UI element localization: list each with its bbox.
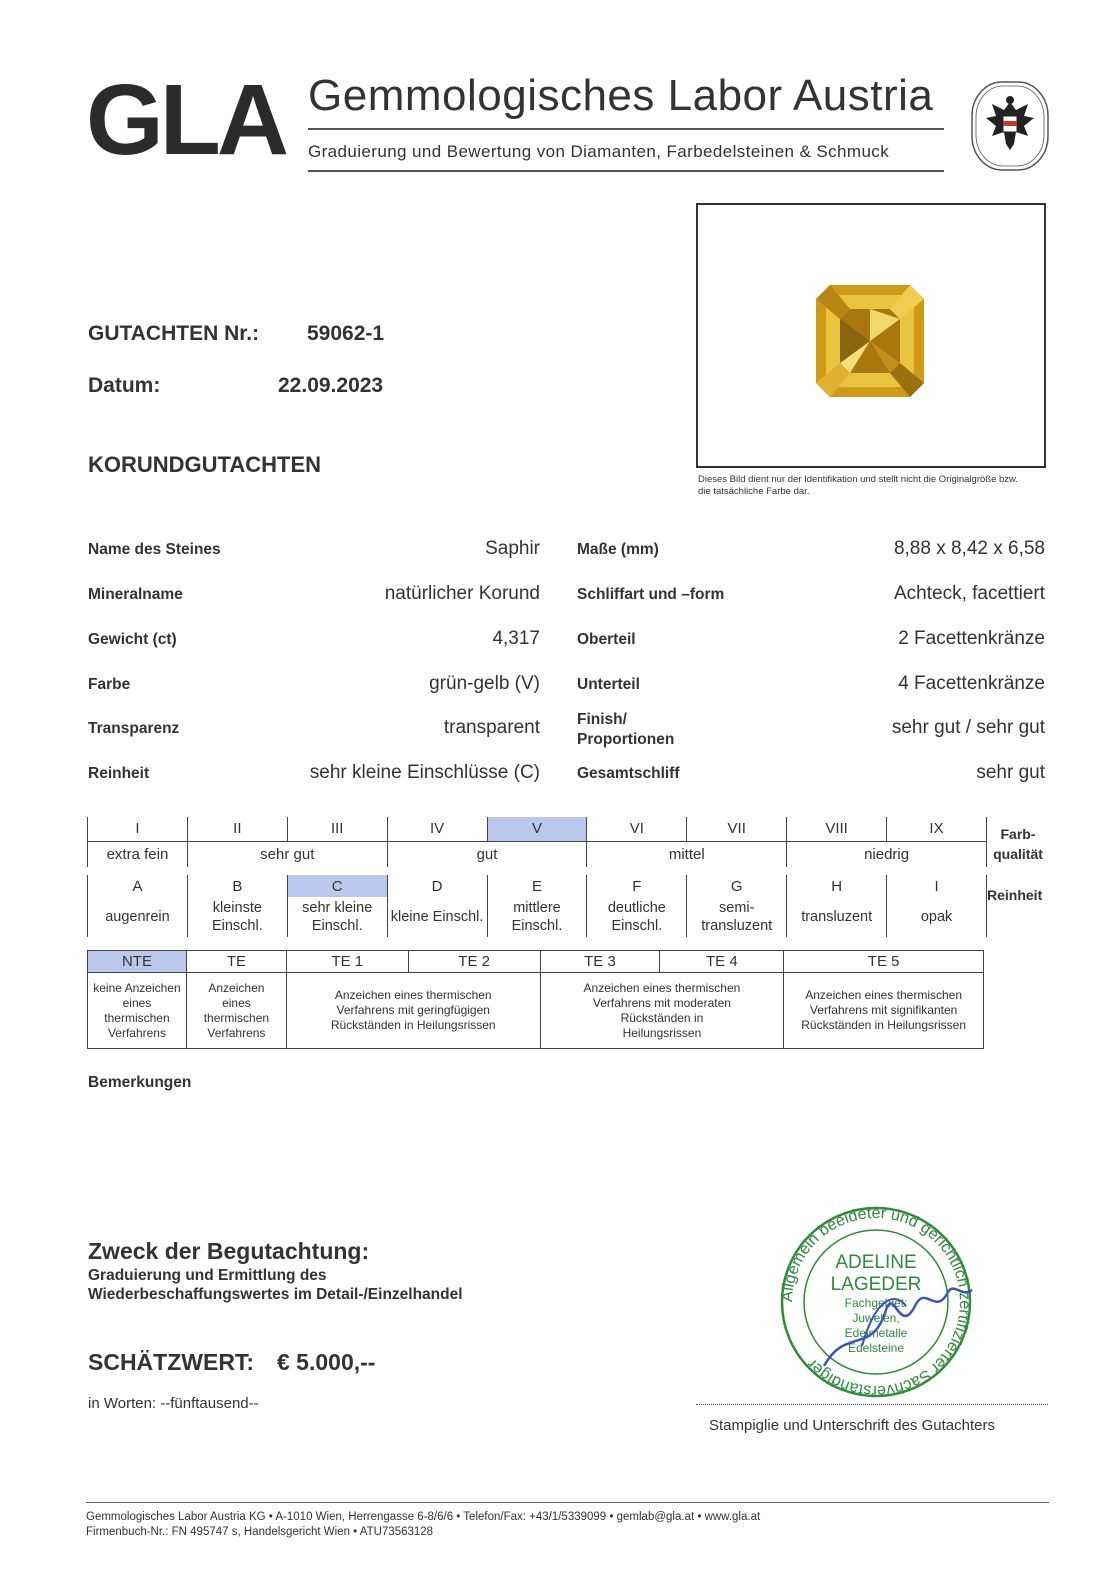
purpose-line: Wiederbeschaffungswertes im Detail-/Einzelhandel [88,1286,463,1303]
clarity-grade: E [487,875,587,897]
property-label: Gewicht (ct) [88,631,177,648]
clarity-description: augenrein [88,897,188,937]
purpose-title: Zweck der Begutachtung: [88,1238,370,1264]
clarity-description: deutliche Einschl. [587,897,687,937]
property-value: sehr gut / sehr gut [891,717,1045,738]
certificate-date: 22.09.2023 [278,374,384,397]
header-divider [308,128,944,130]
property-value: transparent [443,717,540,738]
stamp-name-last: LAGEDER [830,1274,922,1295]
property-value: 2 Facettenkränze [898,628,1045,649]
clarity-grade: I [887,875,987,897]
property-label: Unterteil [577,676,640,693]
clarity-grade: B [187,875,287,897]
clarity-grade: F [587,875,687,897]
clarity-description: sehr kleine Einschl. [287,897,387,937]
property-label: Mineralname [88,586,183,603]
treatment-description: Anzeichen eines thermischen Verfahrens mit geringfügigen Rückständen in Heilungsrissen [286,973,540,1049]
header-divider [308,170,944,172]
lab-subtitle: Graduierung und Bewertung von Diamanten, Farbedelsteinen & Schmuck [308,142,890,161]
footer [86,1510,760,1540]
color-grade: III [287,817,387,841]
clarity-grade: H [787,875,887,897]
property-value: grün-gelb (V) [429,673,540,694]
treatment-code-selected: NTE [88,951,187,973]
clarity-description: kleine Einschl. [387,897,487,937]
clarity-scale [87,875,987,937]
valuation-amount: € 5.000,-- [277,1349,376,1375]
purpose-line: Graduierung und Ermittlung des [88,1267,327,1284]
treatment-code: TE 4 [660,951,784,973]
property-value: 4 Facettenkränze [898,673,1045,694]
valuation-in-words: in Worten: --fünftausend-- [88,1395,259,1412]
property-label: Reinheit [88,765,150,782]
clarity-description: kleinste Einschl. [187,897,287,937]
lab-logo: GLA [86,64,286,176]
property-value: Achteck, facettiert [893,583,1045,604]
property-label: Name des Steines [88,541,221,558]
photo-disclaimer: Dieses Bild dient nur der Identifikation und stellt nicht die Originalgröße bzw. die tatsächliche Farbe dar. [698,474,1019,497]
property-label: Transparenz [88,720,180,737]
property-label: Maße (mm) [577,541,659,558]
color-group: gut [387,841,587,867]
color-group: mittel [587,841,787,867]
clarity-description: opak [887,897,987,937]
clarity-description: transluzent [787,897,887,937]
footer-registry: Firmenbuch-Nr.: FN 495747 s, Handelsgericht Wien • ATU73563128 [86,1526,434,1538]
treatment-description: Anzeichen eines thermischen Verfahrens mit signifikanten Rückständen in Heilungsrissen [784,973,984,1049]
austrian-eagle-seal-icon [970,80,1050,172]
clarity-side-label: Reinheit [987,887,1043,903]
color-group: niedrig [787,841,987,867]
appraiser-stamp [776,1206,976,1398]
gemstone-photo [696,203,1046,468]
treatment-code: TE 3 [540,951,660,973]
color-grade: VII [687,817,787,841]
color-grade: VIII [787,817,887,841]
stamp-field: Fachgebiet: Juwelen, Edelmetalle Edelsteine [844,1296,908,1355]
date-label: Datum: [88,374,161,397]
color-quality-side-label: Farb-qualität [993,826,1043,862]
color-grade: IX [887,817,987,841]
clarity-grade-selected: C [287,875,387,897]
treatment-code: TE 5 [784,951,984,973]
clarity-grade: A [88,875,188,897]
color-quality-scale [87,817,987,867]
remarks-label: Bemerkungen [88,1074,192,1091]
certificate-number: 59062-1 [307,322,385,345]
color-grade: I [88,817,188,841]
stamp-name-first: ADELINE [835,1252,917,1273]
treatment-description: Anzeichen eines thermischen Verfahrens [186,973,286,1049]
treatment-description: keine Anzeichen eines thermischen Verfahrens [88,973,187,1049]
property-label: Schliffart und –form [577,586,725,603]
treatment-description: Anzeichen eines thermischen Verfahrens mit moderaten Rückständen in Heilungsrissen [540,973,784,1049]
property-value: 4,317 [492,628,540,649]
color-grade-selected: V [487,817,587,841]
color-group: extra fein [88,841,188,867]
property-value: Saphir [485,538,540,559]
property-label: Farbe [88,676,131,693]
color-grade: IV [387,817,487,841]
footer-address: Gemmologisches Labor Austria KG • A-1010 Wien, Herrengasse 6-8/6/6 • Telefon/Fax: +43/1/5339099 • gemlab@gla.at • www.gla.at [86,1511,761,1523]
property-value: natürlicher Korund [384,583,540,604]
signature-line [696,1404,1048,1405]
property-label: Oberteil [577,631,636,648]
treatment-code: TE [186,951,286,973]
property-label: Finish/ Proportionen [577,711,675,748]
color-grade: VI [587,817,687,841]
property-label: Gesamtschliff [577,765,680,782]
clarity-grade: D [387,875,487,897]
stamp-ring-text: Allgemein beeideter und gerichtlich zertifizierter Sachverständiger [778,1206,974,1398]
property-value: sehr kleine Einschlüsse (C) [309,762,540,783]
footer-divider [86,1502,1049,1503]
certificate-number-label: GUTACHTEN Nr.: [88,322,260,345]
valuation-label: SCHÄTZWERT: [88,1349,255,1375]
certificate-type: KORUNDGUTACHTEN [88,452,322,477]
treatment-code: TE 2 [408,951,540,973]
color-group: sehr gut [187,841,387,867]
clarity-description: semi-transluzent [687,897,787,937]
clarity-description: mittlere Einschl. [487,897,587,937]
property-value: sehr gut [976,762,1045,783]
lab-name: Gemmologisches Labor Austria [308,71,934,120]
treatment-scale [87,950,984,1049]
treatment-code: TE 1 [286,951,408,973]
gemstone-image [816,285,924,397]
color-grade: II [187,817,287,841]
property-value: 8,88 x 8,42 x 6,58 [893,538,1045,559]
signature-caption: Stampiglie und Unterschrift des Gutachters [709,1417,995,1434]
clarity-grade: G [687,875,787,897]
